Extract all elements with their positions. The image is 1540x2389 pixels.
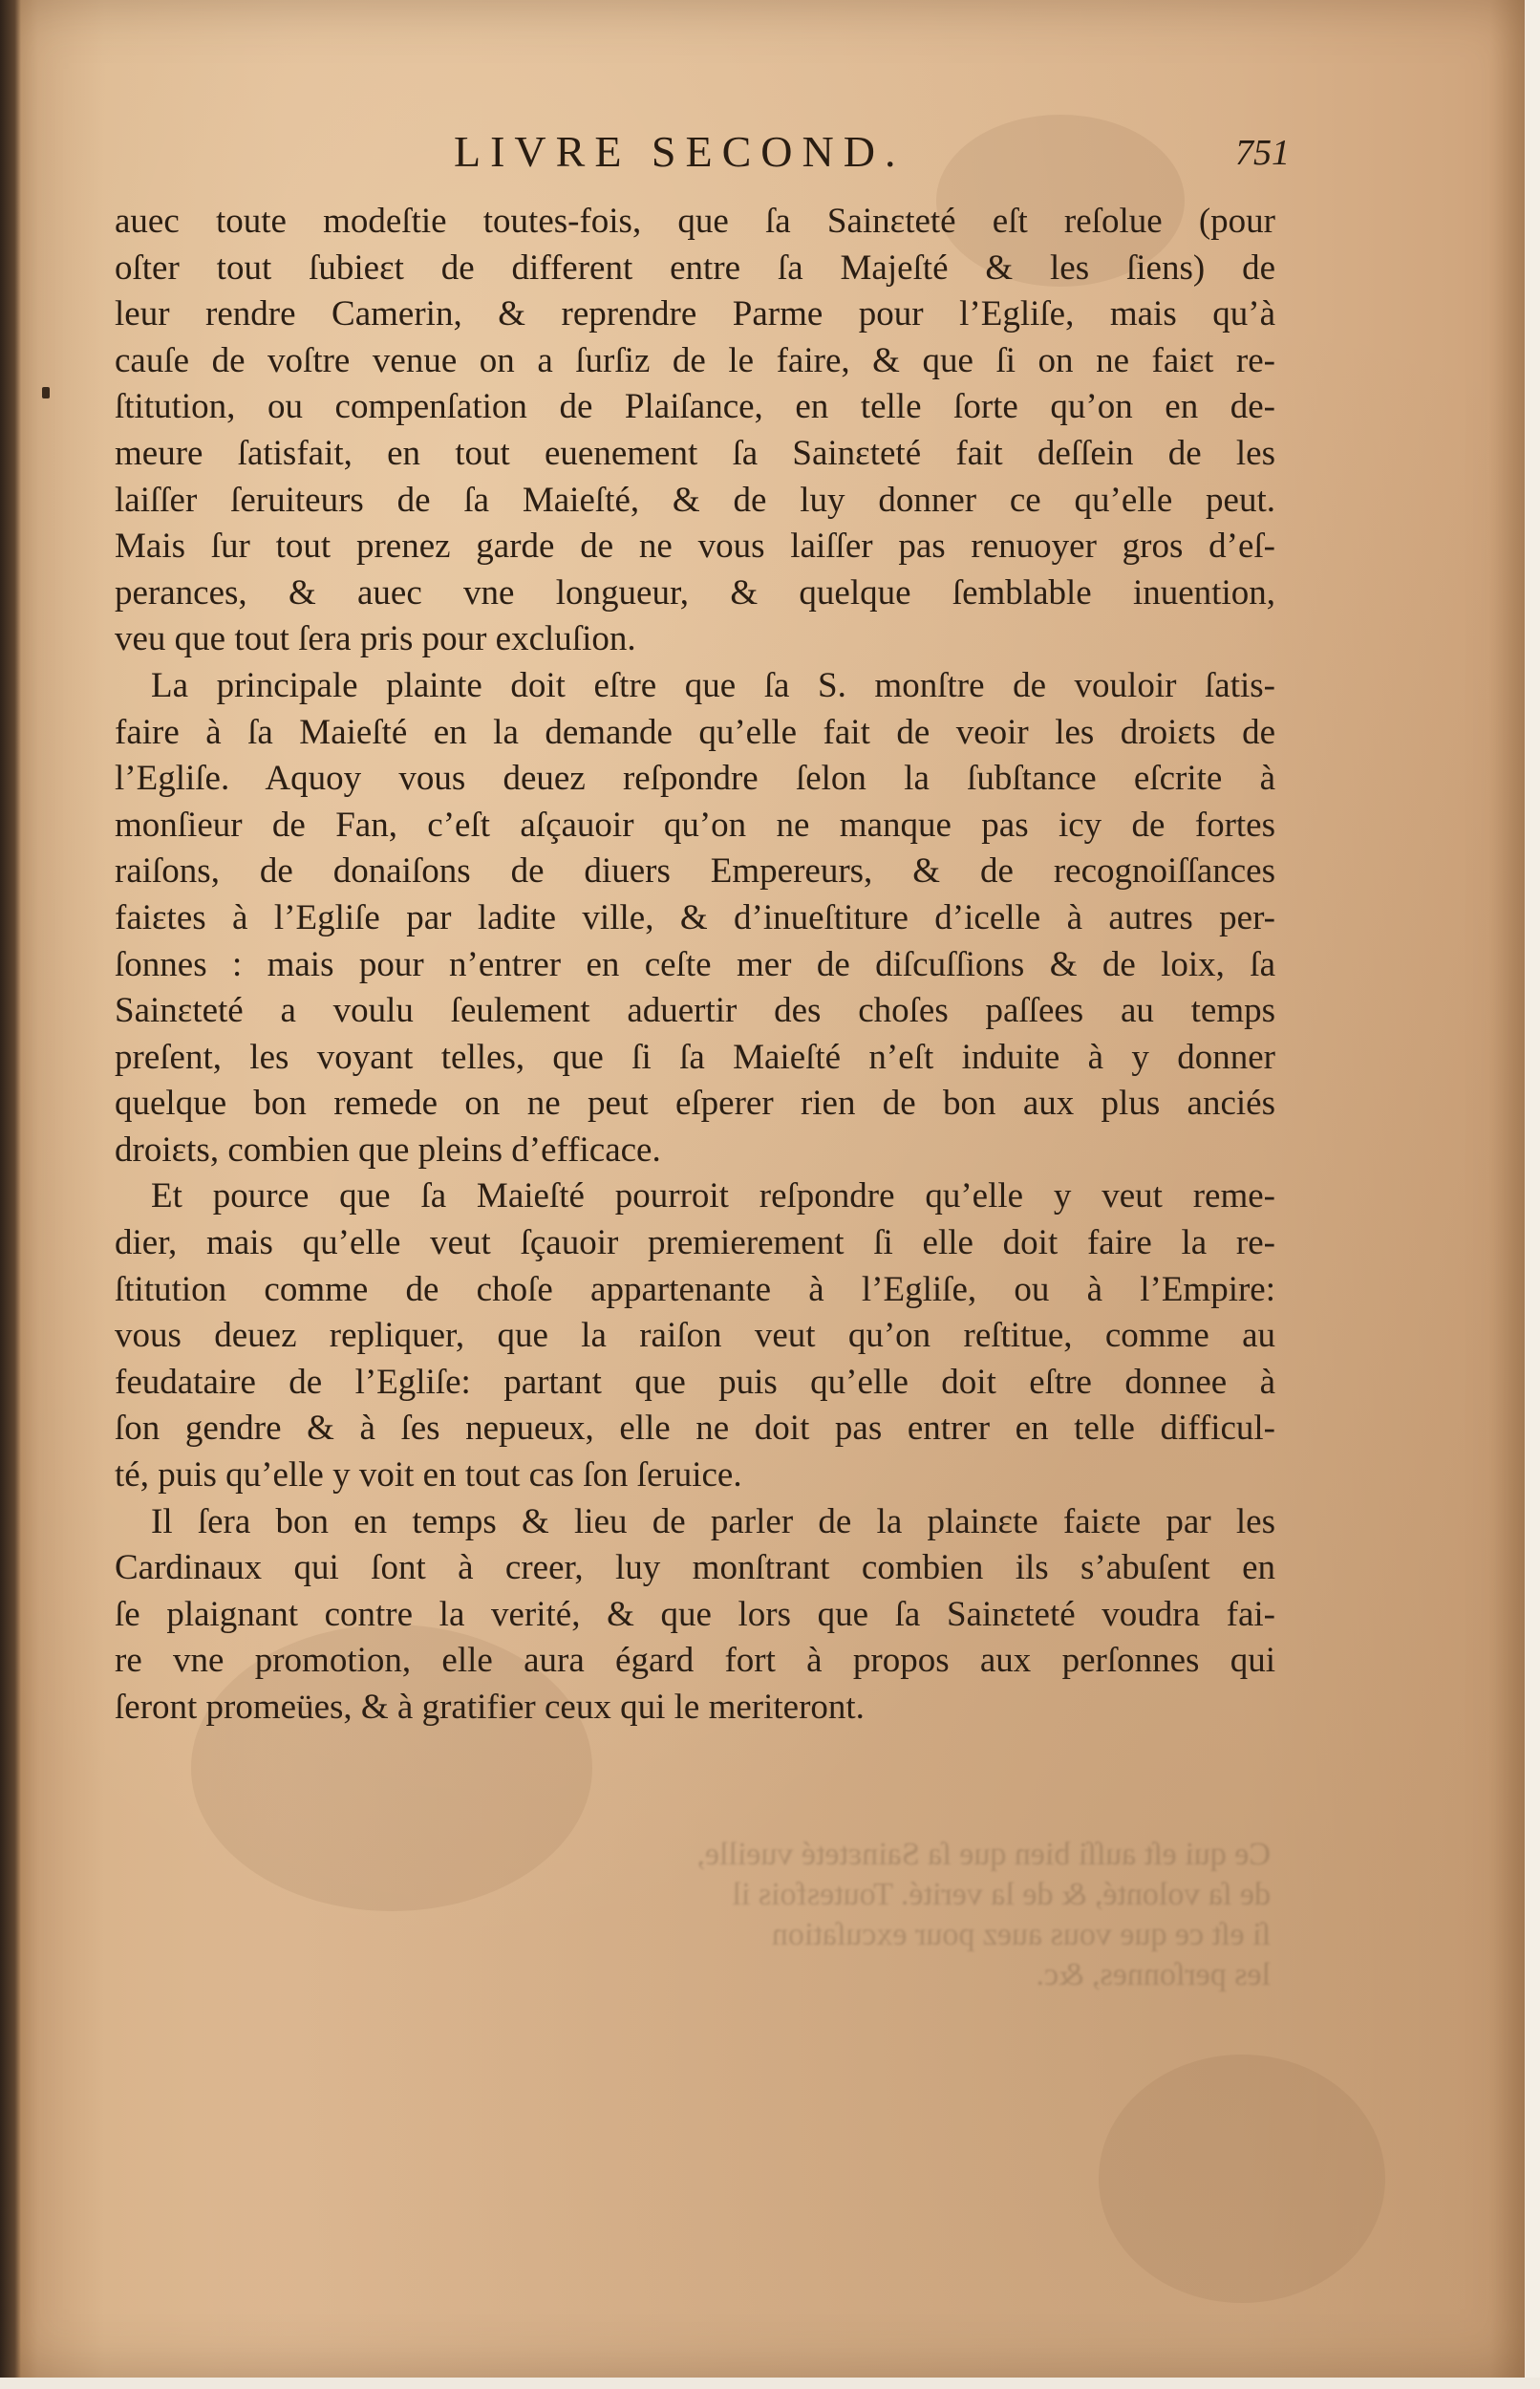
text-line: ſtitution comme de choſe appartenante à l’Egliſe, ou à l’Empire: [115, 1269, 1275, 1309]
margin-ink-mark [42, 387, 50, 398]
text-line: ſonnes : mais pour n’entrer en ceſte mer de diſcuſſions & de loix, ſa [115, 944, 1275, 984]
page-number: 751 [1235, 133, 1290, 173]
text-line: meure ſatisfait, en tout euenement ſa Sainɛteté fait deſſein de les [115, 433, 1275, 473]
binding-gutter [0, 0, 21, 2378]
text-line: cauſe de voſtre venue on a ſurſiz de le faire, & que ſi on ne faiɛt re- [115, 340, 1275, 380]
text-line: Cardinaux qui ſont à creer, luy monſtrant combien ils s’abuſent en [115, 1548, 1275, 1588]
text-line: laiſſer ſeruiteurs de ſa Maieſté, & de luy donner ce qu’elle peut. [115, 480, 1275, 520]
paragraph-start-line: La principale plainte doit eſtre que ſa S. monſtre de vouloir ſatis- [151, 665, 1275, 705]
bleed-line: les perſonnes, &c. [1036, 1957, 1271, 1992]
text-line: perances, & auec vne longueur, & quelque ſemblable inuention, [115, 572, 1275, 613]
paper-stain [1099, 2055, 1385, 2303]
text-line: monſieur de Fan, c’eſt aſçauoir qu’on ne manque pas icy de fortes [115, 805, 1275, 845]
page-header [115, 126, 1290, 183]
text-line: oſter tout ſubieɛt de different entre ſa Majeſté & les ſiens) de [115, 248, 1275, 288]
text-line: vous deuez repliquer, que la raiſon veut qu’on reſtitue, comme au [115, 1316, 1275, 1356]
bleed-through-text [143, 1835, 1271, 1995]
text-line: leur rendre Camerin, & reprendre Parme pour l’Egliſe, mais qu’à [115, 294, 1275, 334]
text-line: dier, mais qu’elle veut ſçauoir premierement ſi elle doit faire la re- [115, 1223, 1275, 1263]
text-line: faiɛtes à l’Egliſe par ladite ville, & d’inueſtiture d’icelle à autres per- [115, 897, 1275, 937]
text-line: droiɛts, combien que pleins d’efficace. [115, 1130, 661, 1170]
paragraph-start-line: Et pource que ſa Maieſté pourroit reſpondre qu’elle y veut reme- [151, 1176, 1275, 1216]
text-line: re vne promotion, elle aura égard fort à propos aux perſonnes qui [115, 1641, 1275, 1681]
text-line: té, puis qu’elle y voit en tout cas ſon ſeruice. [115, 1455, 742, 1496]
running-head: LIVRE SECOND. [454, 127, 906, 176]
scan-margin-bottom [0, 2378, 1540, 2389]
paragraph-start-line: Il ſera bon en temps & lieu de parler de la plainɛte faiɛte par les [151, 1501, 1275, 1541]
text-line: faire à ſa Maieſté en la demande qu’elle fait de veoir les droiɛts de [115, 712, 1275, 752]
body-text [115, 199, 1275, 1732]
text-line: ſon gendre & à ſes nepueux, elle ne doit pas entrer en telle difficul- [115, 1409, 1275, 1449]
text-line: Mais ſur tout prenez garde de ne vous laiſſer pas renuoyer gros d’eſ- [115, 527, 1275, 567]
text-line: veu que tout ſera pris pour excluſion. [115, 619, 636, 659]
text-line: Sainɛteté a voulu ſeulement aduertir des choſes paſſees au temps [115, 991, 1275, 1031]
bleed-line: de ſa volonté, & de la verité. Toutesfois il [732, 1877, 1271, 1912]
bleed-line: ſi eſt ce que vous auez pour excuſation [771, 1917, 1271, 1952]
scan-margin-right [1525, 0, 1540, 2389]
text-line: auec toute modeſtie toutes-fois, que ſa Sainɛteté eſt reſolue (pour [115, 202, 1275, 241]
bleed-line: Ce qui eſt auſſi bien que ſa Sainɛteté vueille, [696, 1837, 1271, 1872]
text-line: feudataire de l’Egliſe: partant que puis qu’elle doit eſtre donnee à [115, 1362, 1275, 1402]
text-line: quelque bon remede on ne peut eſperer rien de bon aux plus anciés [115, 1084, 1275, 1124]
text-line: raiſons, de donaiſons de diuers Empereurs, & de recognoiſſances [115, 851, 1275, 892]
text-line: preſent, les voyant telles, que ſi ſa Maieſté n’eſt induite à y donner [115, 1037, 1275, 1077]
text-line: ſe plaignant contre la verité, & que lors que ſa Sainɛteté voudra fai- [115, 1594, 1275, 1634]
text-line: ſeront promeües, & à gratifier ceux qui le meriteront. [115, 1688, 865, 1727]
text-line: l’Egliſe. Aquoy vous deuez reſpondre ſelon la ſubſtance eſcrite à [115, 759, 1275, 799]
text-line: ſtitution, ou compenſation de Plaiſance, en telle ſorte qu’on en de- [115, 387, 1275, 427]
